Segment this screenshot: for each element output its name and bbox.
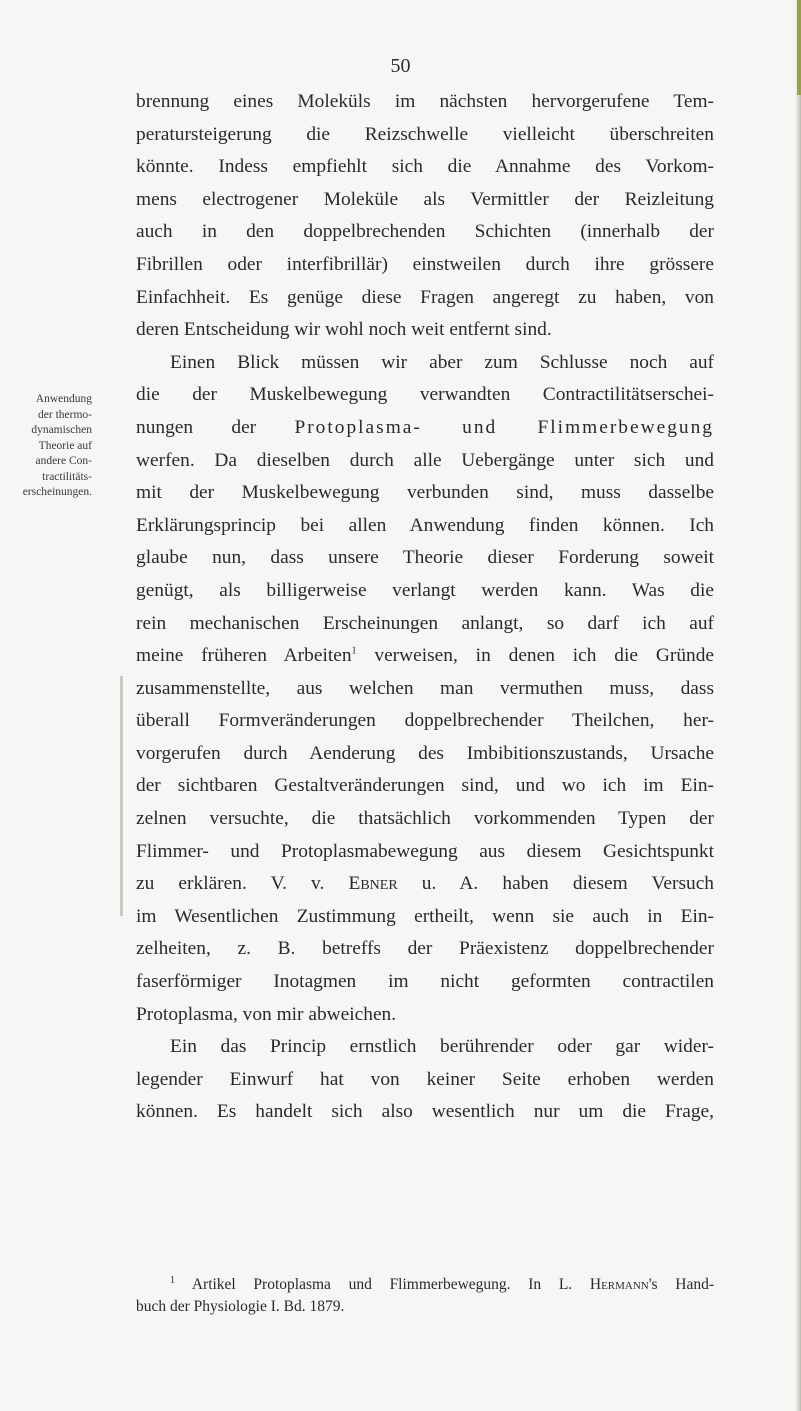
- scan-shadow: [120, 676, 123, 916]
- text-line: auch in den doppelbrechenden Schichten (innerhalb der: [136, 221, 714, 243]
- page-edge-mark: [797, 0, 801, 95]
- text-line: überall Formveränderungen doppelbrechender Theilchen, her-: [136, 710, 714, 732]
- text-line: zelnen versuchte, die thatsächlich vorkommenden Typen der: [136, 808, 714, 830]
- text-line: Flimmer- und Protoplasmabewegung aus diesem Gesichtspunkt: [136, 840, 714, 862]
- text-line: glaube nun, dass unsere Theorie dieser Forderung soweit: [136, 547, 714, 569]
- text-line: die der Muskelbewegung verwandten Contractilitätserschei-: [136, 384, 714, 406]
- text-line: [136, 412, 714, 445]
- text-line: können. Es handelt sich also wesentlich nur um die Frage,: [136, 1101, 714, 1123]
- footnote-ref: 1: [351, 645, 357, 657]
- text-line: Protoplasma, von mir abweichen.: [136, 1003, 397, 1025]
- text-span: zu erklären. V. v.: [136, 873, 349, 895]
- text-line: Ein das Princip ernstlich berührender oder gar wider-: [170, 1036, 714, 1058]
- margin-note: [2, 392, 92, 501]
- page-number: 50: [390, 55, 411, 77]
- text-line: legender Einwurf hat von keiner Seite erhoben werden: [136, 1068, 714, 1090]
- margin-note-line: andere Con-: [35, 455, 92, 467]
- body-text: [136, 86, 714, 1129]
- text-line: deren Entscheidung wir wohl noch weit entfernt sind.: [136, 319, 552, 341]
- text-line: im Wesentlichen Zustimmung ertheilt, wenn sie auch in Ein-: [136, 905, 714, 927]
- text-line: faserförmiger Inotagmen im nicht geformten contractilen: [136, 971, 714, 993]
- text-line: könnte. Indess empfiehlt sich die Annahme des Vorkom-: [136, 156, 714, 178]
- text-span: Artikel Protoplasma und Flimmerbewegung. In L.: [175, 1276, 590, 1293]
- text-line: vorgerufen durch Aenderung des Imbibitionszustands, Ursache: [136, 742, 714, 764]
- text-line: werfen. Da dieselben durch alle Uebergänge unter sich und: [136, 449, 714, 471]
- footnote-line: buch der Physiologie I. Bd. 1879.: [136, 1298, 345, 1315]
- footnote-line: [136, 1274, 714, 1296]
- spaced-term: Protoplasma- und Flimmerbewegung: [294, 416, 714, 438]
- text-span: u. A. haben diesem Versuch: [397, 873, 714, 895]
- text-line: zusammenstellte, aus welchen man vermuthen muss, dass: [136, 677, 714, 699]
- text-span: verweisen, in denen ich die Gründe: [356, 645, 715, 667]
- text-line: genügt, als billigerweise verlangt werden kann. Was die: [136, 579, 714, 601]
- text-span: nungen der: [136, 416, 295, 438]
- margin-note-line: erscheinungen.: [22, 486, 92, 498]
- footnote-marker: 1: [170, 1274, 175, 1286]
- text-span: 's Hand-: [648, 1276, 715, 1293]
- text-line: mens electrogener Moleküle als Vermittler der Reizleitung: [136, 188, 714, 210]
- text-line: [136, 868, 714, 901]
- text-line: Fibrillen oder interfibrillär) einstweilen durch ihre grössere: [136, 253, 714, 275]
- text-line: Erklärungsprincip bei allen Anwendung finden können. Ich: [136, 514, 714, 536]
- text-line: brennung eines Moleküls im nächsten hervorgerufene Tem-: [136, 91, 714, 112]
- text-line: peratursteigerung die Reizschwelle vielleicht überschreiten: [136, 123, 714, 145]
- text-line: zelheiten, z. B. betreffs der Präexistenz doppelbrechender: [136, 938, 714, 960]
- text-line: [136, 640, 714, 673]
- margin-note-line: Anwendung: [35, 393, 92, 405]
- author-name: Ebner: [348, 873, 398, 895]
- page-edge: [795, 0, 801, 1411]
- text-line: Einfachheit. Es genüge diese Fragen angeregt zu haben, von: [136, 286, 714, 308]
- margin-note-line: der thermo-: [38, 408, 92, 421]
- margin-note-line: Theorie auf: [38, 439, 92, 452]
- text-line: Einen Blick müssen wir aber zum Schlusse noch auf: [170, 351, 714, 373]
- footnote: [136, 1274, 714, 1318]
- margin-note-line: tractilitäts-: [42, 470, 92, 483]
- text-line: rein mechanischen Erscheinungen anlangt, so darf ich auf: [136, 612, 714, 634]
- text-line: mit der Muskelbewegung verbunden sind, muss dasselbe: [136, 482, 714, 504]
- text-span: meine früheren Arbeiten: [136, 645, 352, 667]
- text-line: der sichtbaren Gestaltveränderungen sind, und wo ich im Ein-: [136, 775, 714, 797]
- margin-note-line: dynamischen: [31, 424, 92, 436]
- author-name: Hermann: [589, 1276, 649, 1293]
